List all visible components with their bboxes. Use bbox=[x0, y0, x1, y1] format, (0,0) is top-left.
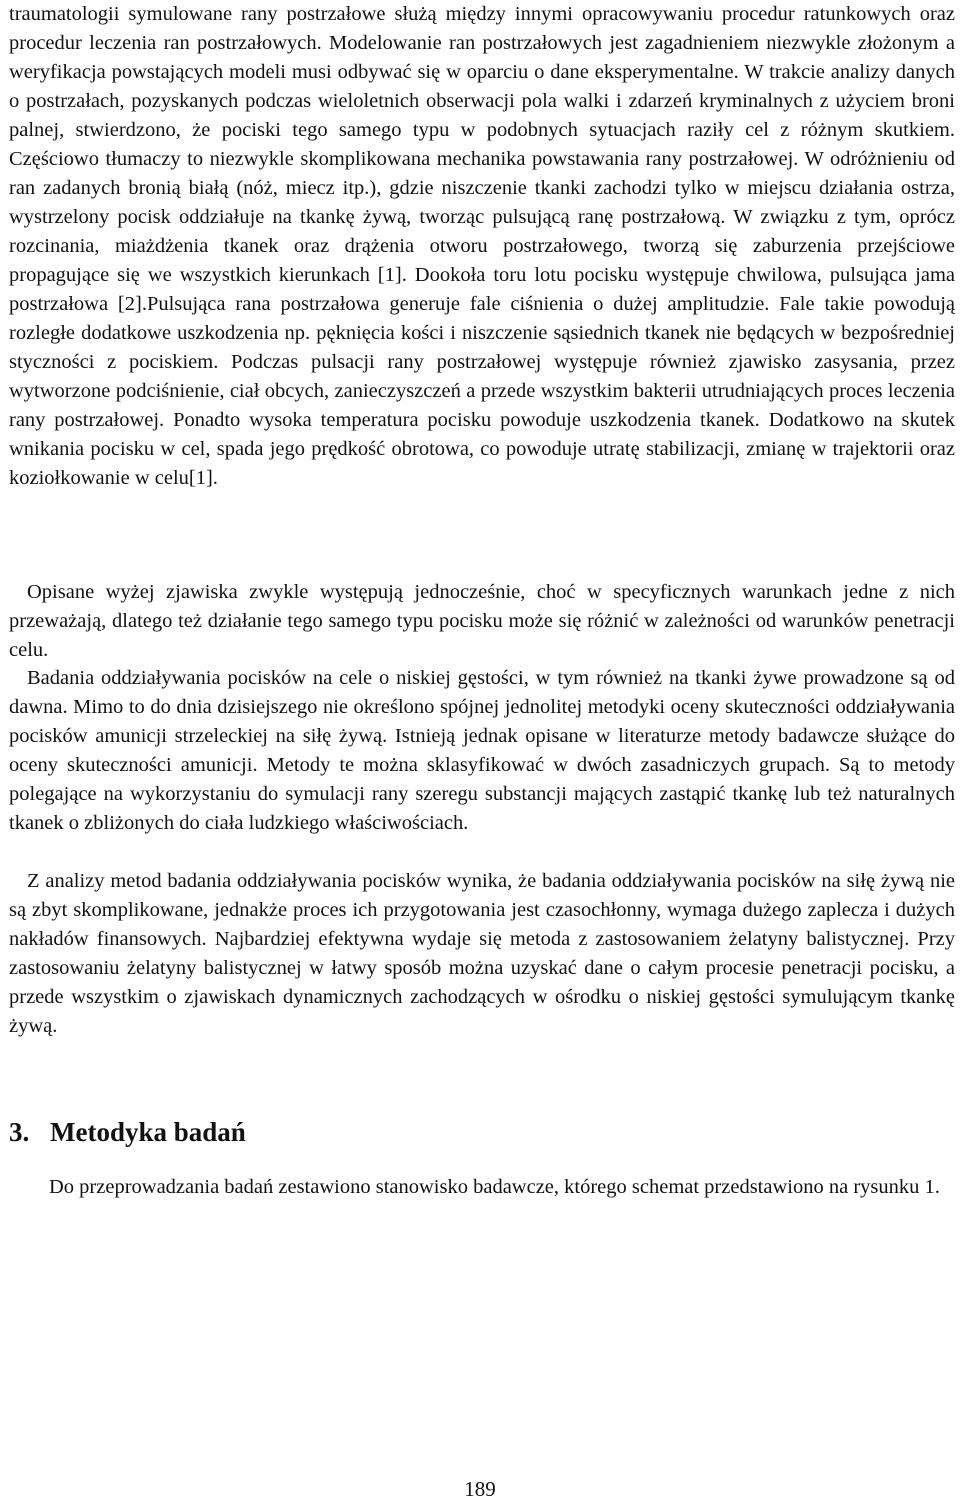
paragraph-gunshot-wounds: traumatologii symulowane rany postrzałowe służą między innymi opracowywaniu procedur ratunkowych oraz procedur leczenia ran postrzałowych. Modelowanie ran postrzałowych jest zagadnieniem niezwykle złożonym a weryfikacja powstających modeli musi odbywać się w oparciu o dane eksperymentalne. W trakcie analizy danych o postrzałach, pozyskanych podczas wieloletnich obserwacji pola walki i zdarzeń kryminalnych z użyciem broni palnej, stwierdzono, że pociski tego samego typu w podobnych sytuacjach raziły cel z różnym skutkiem. Częściowo tłumaczy to niezwykle skomplikowana mechanika powstawania rany postrzałowej. W odróżnieniu od ran zadanych bronią białą (nóż, miecz itp.), gdzie niszczenie tkanki zachodzi tylko w miejscu działania ostrza, wystrzelony pocisk oddziałuje na tkankę żywą, tworząc pulsującą ranę postrzałową. W związku z tym, oprócz rozcinania, miażdżenia tkanek oraz drążenia otworu postrzałowego, tworzą się zaburzenia przejściowe propagujące się we wszystkich kierunkach [1]. Dookoła toru lotu pocisku występuje chwilowa, pulsująca jama postrzałowa [2].Pulsująca rana postrzałowa generuje fale ciśnienia o dużej amplitudzie. Fale takie powodują rozległe dodatkowe uszkodzenia np. pęknięcia kości i niszczenie sąsiednich tkanek nie będących w bezpośredniej styczności z pociskiem. Podczas pulsacji rany postrzałowej występuje również zjawisko zasysania, przez wytworzone podciśnienie, ciał obcych, zanieczyszczeń a przede wszystkim bakterii utrudniających proces leczenia rany postrzałowej. Ponadto wysoka temperatura pocisku powoduje uszkodzenia tkanek. Dodatkowo na skutek wnikania pocisku w cel, spada jego prędkość obrotowa, co powoduje utratę stabilizacji, zmianę w trajektorii oraz koziołkowanie w celu[1]. bbox=[9, 3, 955, 489]
paragraph-ballistic-gelatin: Z analizy metod badania oddziaływania pocisków wynika, że badania oddziaływania pocisków na siłę żywą nie są zbyt skomplikowane, jednakże proces ich przygotowania jest czasochłonny, wymaga dużego zaplecza i dużych nakładów finansowych. Najbardziej efektywna wydaje się metoda z zastosowaniem żelatyny balistycznej. Przy zastosowaniu żelatyny balistycznej w łatwy sposób można uzyskać dane o całym procesie penetracji pocisku, a przede wszystkim o zjawiskach dynamicznych zachodzących w ośrodku o niskiej gęstości symulującym tkankę żywą. bbox=[9, 870, 955, 1037]
section-heading bbox=[9, 1112, 955, 1152]
paragraph-phenomena: Opisane wyżej zjawiska zwykle występują jednocześnie, choć w specyficznych warunkach jedne z nich przeważają, dlatego też działanie tego samego typu pocisku może się różnić w zależności od warunków penetracji celu. bbox=[9, 581, 955, 661]
section-title: Metodyka badań bbox=[50, 1117, 246, 1147]
paragraph-research-methods: Badania oddziaływania pocisków na cele o niskiej gęstości, w tym również na tkanki żywe prowadzone są od dawna. Mimo to do dnia dzisiejszego nie określono spójnej jednolitej metodyki oceny skuteczności oddziaływania pocisków amunicji strzeleckiej na siłę żywą. Istnieją jednak opisane w literaturze metody badawcze służące do oceny skuteczności amunicji. Metody te można sklasyfikować w dwóch zasadniczych grupach. Są to metody polegające na wykorzystaniu do symulacji rany szeregu substancji mających zastąpić tkankę lub też naturalnych tkanek o zbliżonych do ciała ludzkiego właściwościach. bbox=[9, 667, 955, 834]
page-number: 189 bbox=[464, 1477, 496, 1501]
section-number: 3. bbox=[9, 1117, 30, 1147]
paragraph-test-stand: Do przeprowadzania badań zestawiono stanowisko badawcze, którego schemat przedstawiono na rysunku 1. bbox=[49, 1176, 940, 1198]
